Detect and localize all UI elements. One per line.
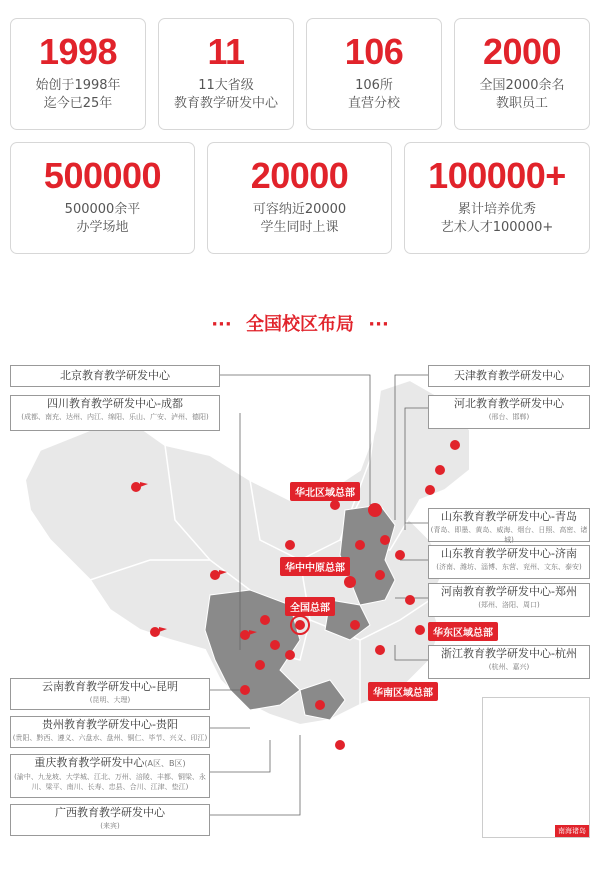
stat-number: 106 xyxy=(344,31,404,72)
pin-marker xyxy=(405,595,415,605)
hq-tag-national: 全国总部 xyxy=(285,597,335,616)
stat-number: 11 xyxy=(207,31,245,72)
pin-marker xyxy=(330,500,340,510)
label-sub: (邢台、邯郸) xyxy=(488,413,530,421)
label-zhengzhou-center xyxy=(428,583,590,617)
section-title-text: 全国校区布局 xyxy=(246,314,354,335)
pin-marker xyxy=(355,540,365,550)
hq-tag-central: 华中中原总部 xyxy=(280,557,350,576)
stat-number: 2000 xyxy=(482,31,562,72)
pin-marker xyxy=(375,645,385,655)
label-sub: (来宾) xyxy=(100,822,120,830)
label-beijing-center xyxy=(10,365,220,387)
stat-caption: 始创于1998年 xyxy=(35,78,121,93)
pin-marker xyxy=(435,465,445,475)
pin-marker xyxy=(344,576,356,588)
label-chongqing-center xyxy=(10,754,210,798)
label-hangzhou-center xyxy=(428,645,590,679)
label-title: 浙江教育教学研发中心-杭州 xyxy=(441,647,577,660)
label-title: 河北教育教学研发中心 xyxy=(454,397,564,410)
title-dots-left: ··· xyxy=(211,314,232,335)
stat-caption: 106所 xyxy=(355,78,393,93)
stat-card-staff xyxy=(454,18,590,130)
stat-card-talents xyxy=(404,142,590,254)
stat-caption: 办学场地 xyxy=(76,220,129,235)
title-dots-right: ··· xyxy=(368,314,389,335)
pin-marker xyxy=(395,550,405,560)
pin-marker xyxy=(260,615,270,625)
pin-marker xyxy=(380,535,390,545)
label-guizhou-center xyxy=(10,716,210,748)
inset-label: 南海诸岛 xyxy=(555,825,589,837)
label-sub: (杭州、嘉兴) xyxy=(488,663,530,671)
label-title: 广西教育教学研发中心 xyxy=(55,806,165,819)
stat-number: 1998 xyxy=(38,31,118,72)
label-jinan-center xyxy=(428,545,590,579)
stat-caption: 教育教学研发中心 xyxy=(173,96,278,111)
label-title xyxy=(11,755,209,772)
label-tianjin-center xyxy=(428,365,590,387)
label-sub: (青岛、即墨、黄岛、威海、烟台、日照、高密、诸城) xyxy=(430,526,588,544)
stat-caption: 直营分校 xyxy=(347,96,400,111)
label-title-main: 重庆教育教学研发中心 xyxy=(34,756,145,769)
pin-marker xyxy=(450,440,460,450)
stat-number: 500000 xyxy=(43,155,162,196)
label-yunnan-center xyxy=(10,678,210,710)
label-title: 山东教育教学研发中心-青岛 xyxy=(441,510,577,523)
label-title: 四川教育教学研发中心-成都 xyxy=(47,397,183,410)
label-sub: (郑州、洛阳、周口) xyxy=(478,601,540,609)
label-title: 贵州教育教学研发中心-贵阳 xyxy=(42,718,178,731)
section-title xyxy=(0,310,600,336)
hq-tag-north: 华北区域总部 xyxy=(290,482,360,501)
pin-marker xyxy=(425,485,435,495)
stat-caption: 11大省级 xyxy=(198,78,254,93)
pin-marker xyxy=(335,740,345,750)
label-title: 河南教育教学研发中心-郑州 xyxy=(441,585,577,598)
stat-caption: 艺术人才100000+ xyxy=(440,220,554,235)
label-guangxi-center xyxy=(10,804,210,836)
pin-marker xyxy=(315,700,325,710)
label-hebei-center xyxy=(428,395,590,429)
pin-marker xyxy=(285,540,295,550)
hq-tag-east: 华东区域总部 xyxy=(428,622,498,641)
stat-card-centers xyxy=(158,18,294,130)
stat-caption: 迄今已25年 xyxy=(43,96,113,111)
label-title-suffix: (A区、B区) xyxy=(144,759,186,768)
stat-caption: 可容纳近20000 xyxy=(252,202,347,217)
south-china-sea-inset xyxy=(482,697,590,838)
stat-caption: 教职员工 xyxy=(495,96,548,111)
pin-marker xyxy=(368,503,382,517)
stat-card-area xyxy=(10,142,195,254)
label-sub: (济南、潍坊、淄博、东营、兖州、文东、泰安) xyxy=(436,563,582,571)
stat-number: 20000 xyxy=(250,155,349,196)
label-sub: (贵阳、黔西、遵义、六盘水、盘州、铜仁、毕节、兴义、印江) xyxy=(12,734,208,742)
pin-marker xyxy=(270,640,280,650)
pin-marker xyxy=(255,660,265,670)
label-title: 云南教育教学研发中心-昆明 xyxy=(42,680,178,693)
hq-tag-south: 华南区域总部 xyxy=(368,682,438,701)
label-sub: (昆明、大理) xyxy=(89,696,131,704)
label-sub: (渝中、九龙坡、大学城、江北、万州、涪陵、丰都、铜梁、永川、梁平、南川、长寿、忠县、合川、江津、垫江) xyxy=(14,773,206,791)
stat-caption: 累计培养优秀 xyxy=(457,202,536,217)
pin-marker xyxy=(415,625,425,635)
stat-caption: 学生同时上课 xyxy=(260,220,339,235)
label-sichuan-center xyxy=(10,395,220,431)
stat-card-founded xyxy=(10,18,146,130)
pin-marker xyxy=(240,685,250,695)
label-sub: (成都、南充、达州、内江、绵阳、乐山、广安、泸州、德阳) xyxy=(21,413,209,421)
label-title: 天津教育教学研发中心 xyxy=(454,369,564,382)
pin-marker xyxy=(285,650,295,660)
label-qingdao-center xyxy=(428,508,590,542)
label-title: 山东教育教学研发中心-济南 xyxy=(441,547,577,560)
pin-marker xyxy=(375,570,385,580)
stat-number: 100000+ xyxy=(428,155,566,196)
label-title: 北京教育教学研发中心 xyxy=(60,369,170,382)
stat-caption: 全国2000余名 xyxy=(479,78,565,93)
stat-card-capacity xyxy=(207,142,392,254)
pin-marker xyxy=(350,620,360,630)
stat-card-schools xyxy=(306,18,442,130)
stat-caption: 500000余平 xyxy=(64,202,141,217)
